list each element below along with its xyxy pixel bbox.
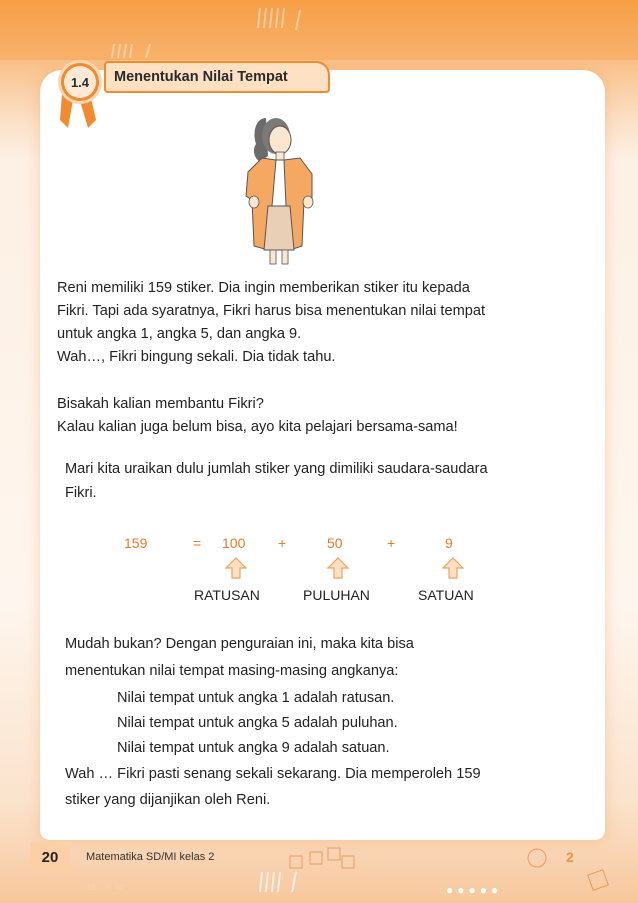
equation-tens: 50 — [327, 535, 343, 551]
explain-line: Mari kita uraikan dulu jumlah stiker yang dimiliki saudara-saudara — [65, 461, 488, 477]
intro-line: Reni memiliki 159 stiker. Dia ingin memberikan stiker itu kepada — [57, 280, 470, 296]
value-line: Nilai tempat untuk angka 5 adalah puluhan. — [117, 715, 398, 731]
section-title: Menentukan Nilai Tempat — [104, 61, 330, 93]
girl-illustration — [228, 110, 328, 270]
intro-line: Fikri. Tapi ada syaratnya, Fikri harus bisa menentukan nilai tempat — [57, 303, 486, 319]
question-line: Bisakah kalian membantu Fikri? — [57, 396, 264, 412]
up-arrow-icon — [225, 557, 247, 579]
equation-hundreds: 100 — [222, 535, 246, 551]
book-title: Matematika SD/MI kelas 2 — [86, 851, 215, 863]
footer-numbers: 15, .. 5, 10, — [86, 883, 127, 892]
closing-line: Wah … Fikri pasti senang sekali sekarang. Dia memperoleh 159 — [65, 766, 481, 782]
equation-plus: + — [387, 535, 396, 551]
intro-line: untuk angka 1, angka 5, dan angka 9. — [57, 326, 302, 342]
label-hundreds: RATUSAN — [194, 587, 260, 603]
section-badge — [58, 60, 102, 104]
conclusion-line: Mudah bukan? Dengan penguraian ini, maka kita bisa — [65, 636, 414, 652]
label-tens: PULUHAN — [303, 587, 370, 603]
value-line: Nilai tempat untuk angka 9 adalah satuan. — [117, 740, 390, 756]
page-number: 20 — [30, 842, 70, 872]
svg-text:2: 2 — [566, 849, 574, 865]
intro-line: Wah…, Fikri bingung sekali. Dia tidak tahu. — [57, 349, 336, 365]
value-line: Nilai tempat untuk angka 1 adalah ratusan. — [117, 690, 395, 706]
footer-dots: ●●●●● — [446, 883, 503, 897]
equation-total: 159 — [124, 535, 148, 551]
equation-ones: 9 — [445, 535, 453, 551]
equation-plus: + — [278, 535, 287, 551]
section-number: 1.4 — [64, 66, 96, 98]
question-line: Kalau kalian juga belum bisa, ayo kita pelajari bersama-sama! — [57, 419, 458, 435]
equation-equals: = — [193, 535, 202, 551]
up-arrow-icon — [327, 557, 349, 579]
conclusion-line: menentukan nilai tempat masing-masing angkanya: — [65, 663, 399, 679]
explain-line: Fikri. — [65, 485, 97, 501]
label-ones: SATUAN — [418, 587, 474, 603]
up-arrow-icon — [442, 557, 464, 579]
closing-line: stiker yang dijanjikan oleh Reni. — [65, 792, 271, 808]
